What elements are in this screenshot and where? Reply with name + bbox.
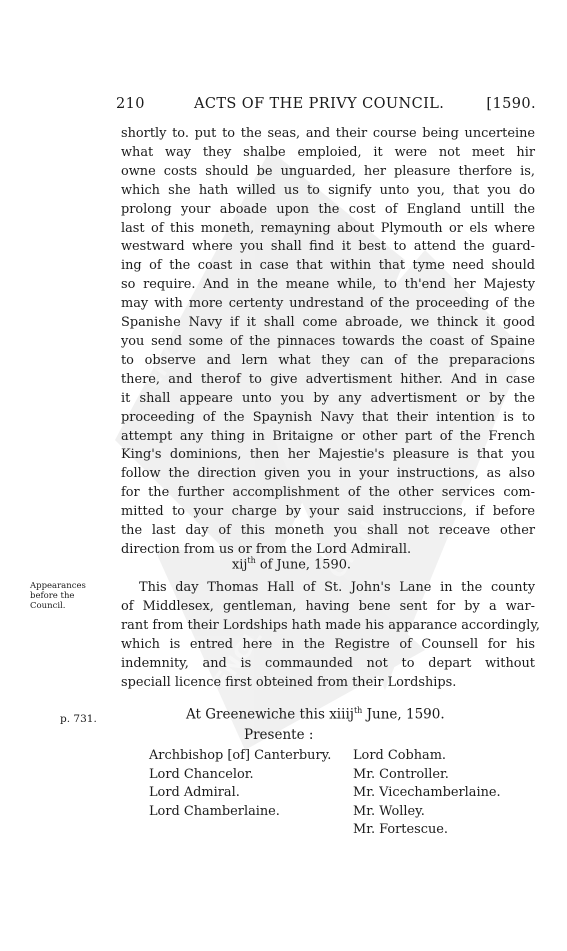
body-line: last of this moneth, remayning about Plymouth or els where: [121, 220, 535, 236]
attendee-name: Lord Admiral.: [149, 785, 240, 800]
entry-line: speciall licence first obteined from their Lordships.: [121, 674, 457, 690]
body-line: what way they shalbe emploied, it were not meet hir: [121, 144, 535, 160]
body-line: so require. And in the meane while, to th'end her Majesty: [121, 277, 535, 293]
meeting-heading: At Greenewiche this xiiij$^{th}$ June, 1590.: [186, 706, 445, 723]
marginal-note-line: Council.: [30, 601, 66, 611]
running-title: ACTS OF THE PRIVY COUNCIL.: [194, 96, 445, 112]
page-reference: p. 731.: [60, 713, 97, 725]
council-entry: [121, 579, 541, 692]
date-heading: xij$^{th}$ of June, 1590.: [232, 556, 351, 573]
marginal-note-line: before the: [30, 591, 75, 601]
body-line: prolong your aboade upon the cost of England untill the: [121, 201, 535, 217]
entry-line: indemnity, and is commaunded not to depart without: [121, 655, 535, 671]
body-line: attempt any thing in Britaigne or other part of the French: [121, 428, 535, 444]
body-line: you send some of the pinnaces towards the coast of Spaine: [121, 333, 535, 349]
body-line: direction from us or from the Lord Admirall.: [121, 541, 412, 557]
entry-line: which is entred here in the Registre of Counsell for his: [121, 636, 535, 652]
attendees-left-column: [149, 747, 331, 821]
watermark-text-mid: ONIN: [324, 516, 382, 584]
attendee-name: Mr. Controller.: [353, 766, 449, 782]
body-line: follow the direction given you in your instructions, as also: [121, 466, 535, 482]
body-line: which she hath willed us to signify unto you, that you do: [121, 182, 535, 198]
body-line: for the further accomplishment of the other services com-: [121, 485, 535, 501]
attendee-name: Mr. Vicechamberlaine.: [353, 785, 501, 800]
running-header: [116, 96, 536, 118]
page-number: 210: [116, 96, 145, 112]
body-line: mitted to your charge by your said instruccions, if before: [121, 504, 535, 520]
body-line: Spanishe Navy if it shall come abroade, we thinck it good: [121, 315, 535, 331]
attendee-name: Lord Chancelor.: [149, 766, 254, 782]
attendee-name: Lord Cobham.: [353, 748, 447, 763]
body-line: ing of the coast in case that within that tyme need should: [121, 258, 535, 274]
entry-line: of Middlesex, gentleman, having bene sent for by a war-: [121, 598, 535, 614]
body-line: there, and therof to give advertisment hither. And in case: [121, 371, 535, 387]
body-line: owne costs should be unguarded, her pleasure therfore is,: [121, 163, 535, 179]
entry-line: This day Thomas Hall of St. John's Lane in the county: [139, 580, 535, 595]
letter-body: [121, 125, 535, 560]
watermark-text-low: ENGL: [209, 625, 268, 694]
watermark-text-top: ENG: [139, 336, 190, 394]
attendee-name: Mr. Wolley.: [353, 803, 425, 819]
body-line: shortly to. put to the seas, and their course being uncerteine: [121, 126, 535, 141]
entry-line: rant from their Lordships hath made his apparance accordingly,: [121, 617, 541, 633]
body-line: proceeding of the Spaynish Navy that their intention is to: [121, 409, 535, 425]
attendee-name: Archbishop [of] Canterbury.: [149, 748, 332, 763]
marginal-note: [30, 581, 110, 611]
body-line: westward where you shall find it best to attend the guard-: [121, 239, 535, 255]
body-line: may with more certenty undrestand of the proceeding of the: [121, 296, 535, 312]
attendee-name: Mr. Fortescue.: [353, 822, 448, 837]
attendees-right-column: [353, 747, 501, 840]
body-line: King's dominions, then her Majestie's pleasure is that you: [121, 447, 535, 463]
marginal-note-line: Appearances: [30, 581, 86, 591]
running-year: [1590.: [486, 96, 536, 112]
body-line: it shall appeare unto you by any advertisment or by the: [121, 390, 535, 406]
presente-label: Presente :: [244, 727, 314, 743]
body-line: the last day of this moneth you shall not receave other: [121, 523, 535, 539]
body-line: to observe and lern what they can of the preparacions: [121, 352, 535, 368]
attendee-name: Lord Chamberlaine.: [149, 803, 280, 819]
